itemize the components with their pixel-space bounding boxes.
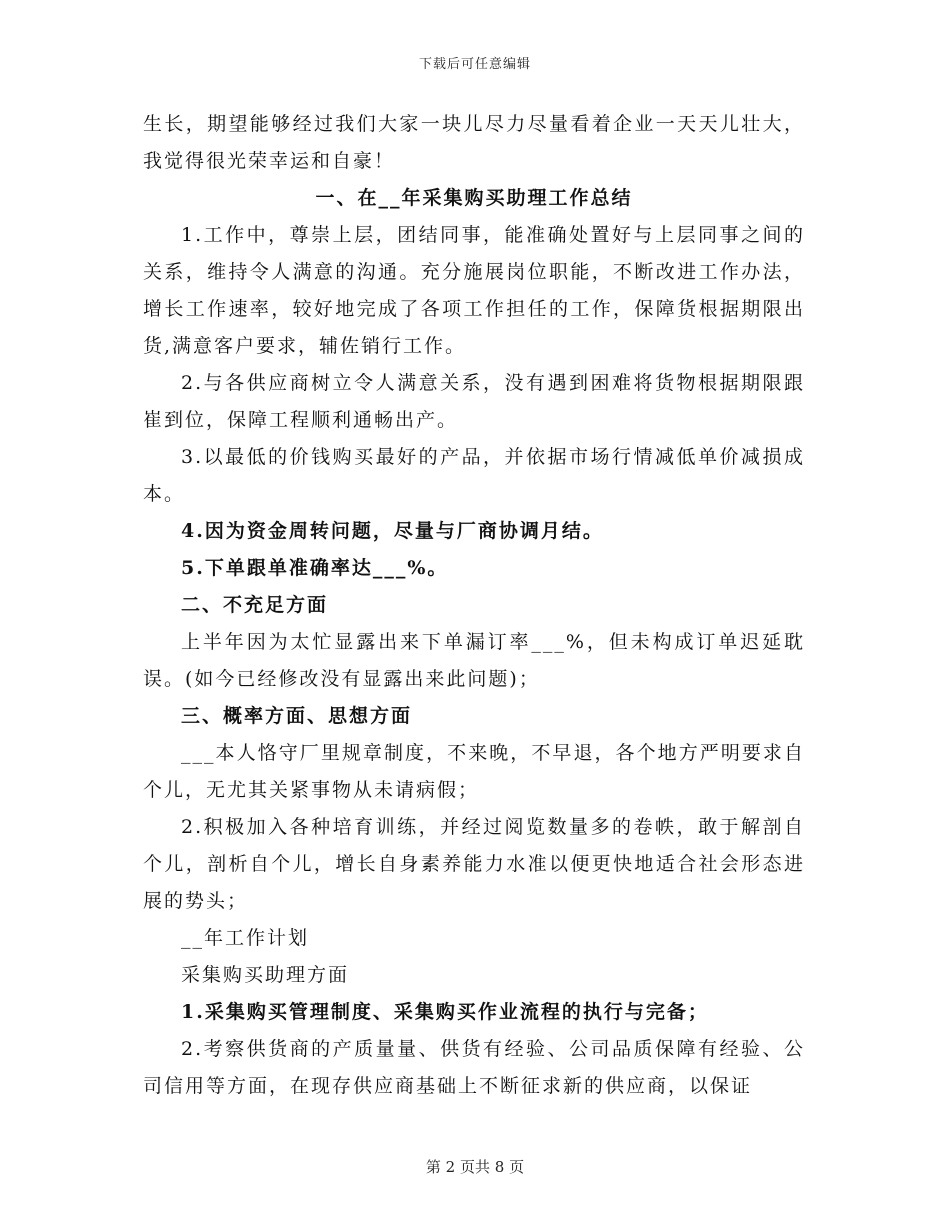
page-footer: 第 2 页共 8 页 [425,1158,525,1176]
paragraph-plan-item-2: 2.考察供货商的产质量量、供货有经验、公司品质保障有经验、公司信用等方面，在现存供应商基础上不断征求新的供应商，以保证 [143,1038,805,1097]
paragraph-intro: 生长，期望能够经过我们大家一块儿尽力尽量看着企业一天天儿壮大，我觉得很光荣幸运和自豪！ [143,113,805,172]
page-header: 下载后可任意编辑 [418,57,531,72]
paragraph-discipline: ___本人恪守厂里规章制度，不来晚，不早退，各个地方严明要求自个儿，无尤其关紧事物从未请病假； [143,742,805,801]
document-body [143,106,805,1105]
section-heading-1: 一、在__年采集购买助理工作总结 [315,187,633,209]
paragraph-item-2: 2.与各供应商树立令人满意关系，没有遇到困难将货物根据期限跟崔到位，保障工程顺利通畅出产。 [143,372,805,431]
paragraph-item-1: 1.工作中，尊崇上层，团结同事，能准确处置好与上层同事之间的关系，维持令人满意的沟通。充分施展岗位职能，不断改进工作办法，增长工作速率，较好地完成了各项工作担任的工作，保障货根据期限出货,满意客户要求，辅佐销行工作。 [143,224,805,357]
paragraph-assistant-aspect: 采集购买助理方面 [181,964,350,986]
paragraph-training: 2.积极加入各种培育训练，并经过阅览数量多的卷帙，敢于解剖自个儿，剖析自个儿，增长自身素养能力水准以便更快地适合社会形态进展的势头； [143,816,805,912]
section-heading-2: 二、不充足方面 [181,594,329,616]
paragraph-item-4: 4.因为资金周转问题，尽量与厂商协调月结。 [181,520,604,542]
paragraph-plan-item-1: 1.采集购买管理制度、采集购买作业流程的执行与完备； [181,1001,709,1023]
paragraph-item-5: 5.下单跟单准确率达___%。 [181,557,449,579]
paragraph-work-plan-title: __年工作计划 [181,927,310,949]
paragraph-item-3: 3.以最低的价钱购买最好的产品，并依据市场行情减低单价减损成本。 [143,446,805,505]
paragraph-shortcomings: 上半年因为太忙显露出来下单漏订率___%，但未构成订单迟延耽误。(如今已经修改没有显露出来此问题)； [143,631,805,690]
section-heading-3: 三、概率方面、思想方面 [181,705,413,727]
